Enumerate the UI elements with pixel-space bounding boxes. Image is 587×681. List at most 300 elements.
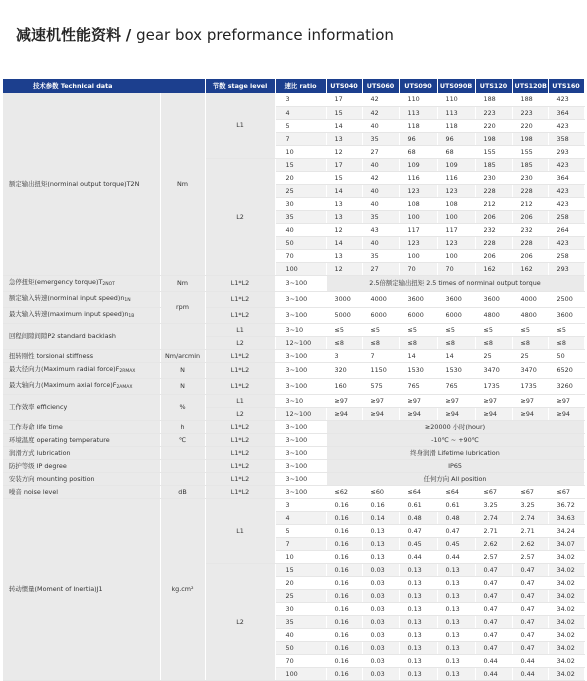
value-cell: 123 <box>399 236 437 249</box>
value-cell: 34.63 <box>548 511 584 524</box>
table-row <box>3 349 584 362</box>
value-cell: 116 <box>399 171 437 184</box>
param-label <box>3 323 160 349</box>
value-cell: 4000 <box>362 291 399 307</box>
header-model: UTS090 <box>399 79 437 93</box>
value-cell: 0.47 <box>475 641 512 654</box>
value-cell: 3470 <box>512 362 548 378</box>
value-cell: 0.16 <box>326 524 362 537</box>
value-cell: 35 <box>362 132 399 145</box>
value-cell: 0.13 <box>437 667 475 680</box>
value-cell: 0.48 <box>399 511 437 524</box>
value-cell: ≥94 <box>512 407 548 420</box>
title-en: gear box preformance information <box>136 26 394 44</box>
value-cell: ≤8 <box>437 336 475 349</box>
value-cell: 765 <box>399 378 437 394</box>
param-label <box>3 433 160 446</box>
unit-cell: dB <box>160 485 205 498</box>
value-cell: 765 <box>437 378 475 394</box>
header-model: UTS120 <box>475 79 512 93</box>
value-cell: 40 <box>362 197 399 210</box>
value-cell: 2.57 <box>512 550 548 563</box>
param-label <box>3 459 160 472</box>
value-cell: ≤5 <box>475 323 512 336</box>
param-label-subscript: 1N <box>124 297 131 303</box>
value-cell: ≤8 <box>512 336 548 349</box>
value-cell: 12 <box>326 145 362 158</box>
value-cell: 264 <box>548 223 584 236</box>
value-cell: 228 <box>475 236 512 249</box>
value-cell: 35 <box>362 249 399 262</box>
value-cell: 2.62 <box>512 537 548 550</box>
value-cell: 116 <box>437 171 475 184</box>
header-row <box>3 79 584 93</box>
value-cell: 0.44 <box>475 654 512 667</box>
param-label-text: 工作寿命 life time <box>9 422 63 431</box>
ratio-cell: 25 <box>275 589 326 602</box>
value-cell: ≤64 <box>399 485 437 498</box>
value-cell: 13 <box>326 249 362 262</box>
value-cell: 2.74 <box>512 511 548 524</box>
value-cell: 0.45 <box>437 537 475 550</box>
value-cell: ≤67 <box>475 485 512 498</box>
value-cell: 364 <box>548 171 584 184</box>
value-cell: 42 <box>362 93 399 106</box>
table-row <box>3 420 584 433</box>
ratio-cell: 25 <box>275 184 326 197</box>
param-label <box>3 446 160 459</box>
value-cell: 113 <box>399 106 437 119</box>
header-model: UTS120B <box>512 79 548 93</box>
ratio-cell: 3~100 <box>275 485 326 498</box>
value-cell: 17 <box>326 93 362 106</box>
value-cell: 0.44 <box>475 667 512 680</box>
value-cell: 17 <box>326 158 362 171</box>
ratio-cell: 3~100 <box>275 433 326 446</box>
value-cell: 40 <box>362 119 399 132</box>
value-cell: 423 <box>548 236 584 249</box>
value-cell: 160 <box>326 378 362 394</box>
param-label-text: 急停扭矩(emergency torque)T <box>9 277 103 286</box>
param-label-text: 扭转刚性 torsional stiffness <box>9 351 94 360</box>
value-cell: 0.61 <box>399 498 437 511</box>
value-cell: ≤67 <box>548 485 584 498</box>
stage-cell: L2 <box>205 563 275 680</box>
ratio-cell: 20 <box>275 171 326 184</box>
value-cell: 0.47 <box>475 602 512 615</box>
value-cell: 358 <box>548 132 584 145</box>
value-cell: 198 <box>512 132 548 145</box>
value-cell: 0.47 <box>512 576 548 589</box>
unit-cell: Nm <box>160 275 205 291</box>
value-cell: 185 <box>475 158 512 171</box>
param-label <box>3 362 160 378</box>
value-cell: 0.13 <box>399 563 437 576</box>
value-cell: 0.44 <box>512 667 548 680</box>
param-label-text: 最大径向力(Maximum radial force)F <box>9 364 120 373</box>
value-cell: 0.13 <box>399 641 437 654</box>
value-cell: 0.03 <box>362 654 399 667</box>
value-cell: 6520 <box>548 362 584 378</box>
value-cell: 70 <box>437 262 475 275</box>
value-cell: 1530 <box>399 362 437 378</box>
value-cell: ≤8 <box>475 336 512 349</box>
value-cell: ≥97 <box>512 394 548 407</box>
value-cell: 0.14 <box>362 511 399 524</box>
ratio-cell: 3~100 <box>275 291 326 307</box>
value-cell: 25 <box>512 349 548 362</box>
span-cell: -10℃ ~ +90℃ <box>326 433 584 446</box>
unit-cell: Nm/arcmin <box>160 349 205 362</box>
param-label-text: 转动惯量(Moment of Inertia)J1 <box>9 585 103 593</box>
param-label <box>3 485 160 498</box>
value-cell: 258 <box>548 210 584 223</box>
param-label <box>3 349 160 362</box>
value-cell: 110 <box>437 93 475 106</box>
table-row <box>3 378 584 394</box>
value-cell: 0.03 <box>362 563 399 576</box>
ratio-cell: 50 <box>275 236 326 249</box>
param-label-text: 安装方向 mounting position <box>9 474 95 483</box>
value-cell: 3600 <box>475 291 512 307</box>
value-cell: 0.13 <box>399 589 437 602</box>
value-cell: ≤8 <box>548 336 584 349</box>
value-cell: 230 <box>512 171 548 184</box>
ratio-cell: 15 <box>275 563 326 576</box>
value-cell: 0.44 <box>399 550 437 563</box>
value-cell: 0.47 <box>475 628 512 641</box>
value-cell: ≤60 <box>362 485 399 498</box>
value-cell: 34.02 <box>548 602 584 615</box>
value-cell: 423 <box>548 197 584 210</box>
value-cell: 162 <box>512 262 548 275</box>
stage-cell: L1*L2 <box>205 446 275 459</box>
value-cell: 258 <box>548 249 584 262</box>
ratio-cell: 7 <box>275 132 326 145</box>
ratio-cell: 5 <box>275 524 326 537</box>
unit-cell <box>160 472 205 485</box>
value-cell: 0.47 <box>399 524 437 537</box>
value-cell: 96 <box>399 132 437 145</box>
ratio-cell: 3~100 <box>275 459 326 472</box>
ratio-cell: 4 <box>275 511 326 524</box>
value-cell: 0.16 <box>326 589 362 602</box>
value-cell: 100 <box>399 249 437 262</box>
ratio-cell: 70 <box>275 654 326 667</box>
value-cell: 0.47 <box>512 628 548 641</box>
value-cell: 155 <box>512 145 548 158</box>
value-cell: 0.16 <box>326 615 362 628</box>
table-row <box>3 472 584 485</box>
param-label-text: 防护等级 IP degree <box>9 461 67 470</box>
ratio-cell: 3 <box>275 498 326 511</box>
stage-cell: L2 <box>205 158 275 275</box>
value-cell: 4000 <box>512 291 548 307</box>
value-cell: 34.02 <box>548 589 584 602</box>
value-cell: ≥97 <box>399 394 437 407</box>
value-cell: 212 <box>475 197 512 210</box>
value-cell: 123 <box>437 184 475 197</box>
value-cell: 118 <box>399 119 437 132</box>
ratio-cell: 3~100 <box>275 446 326 459</box>
stage-cell: L1 <box>205 323 275 336</box>
param-label <box>3 291 160 307</box>
value-cell: 3470 <box>475 362 512 378</box>
value-cell: 2.74 <box>475 511 512 524</box>
value-cell: 162 <box>475 262 512 275</box>
param-label-text: 环境温度 operating temperature <box>9 435 110 444</box>
param-label <box>3 472 160 485</box>
header-ratio: 速比 ratio <box>275 79 326 93</box>
ratio-cell: 3~100 <box>275 420 326 433</box>
value-cell: 206 <box>512 210 548 223</box>
value-cell: 0.16 <box>326 563 362 576</box>
ratio-cell: 3~100 <box>275 275 326 291</box>
value-cell: 0.16 <box>326 667 362 680</box>
value-cell: 0.13 <box>437 563 475 576</box>
value-cell: 3.25 <box>475 498 512 511</box>
value-cell: 0.47 <box>437 524 475 537</box>
value-cell: 0.47 <box>512 589 548 602</box>
value-cell: 13 <box>326 132 362 145</box>
value-cell: ≥94 <box>399 407 437 420</box>
stage-cell: L1*L2 <box>205 485 275 498</box>
value-cell: 0.16 <box>326 550 362 563</box>
value-cell: 0.13 <box>399 654 437 667</box>
ratio-cell: 3 <box>275 93 326 106</box>
stage-cell: L1*L2 <box>205 378 275 394</box>
table-row <box>3 459 584 472</box>
value-cell: 198 <box>475 132 512 145</box>
value-cell: 0.03 <box>362 628 399 641</box>
value-cell: 4800 <box>475 307 512 323</box>
ratio-cell: 4 <box>275 106 326 119</box>
value-cell: ≥97 <box>326 394 362 407</box>
value-cell: 40 <box>362 236 399 249</box>
value-cell: 0.03 <box>362 589 399 602</box>
stage-cell: L2 <box>205 336 275 349</box>
value-cell: 40 <box>362 158 399 171</box>
stage-cell: L1 <box>205 394 275 407</box>
value-cell: 0.13 <box>399 576 437 589</box>
table-row <box>3 323 584 336</box>
value-cell: 0.13 <box>437 576 475 589</box>
ratio-cell: 10 <box>275 145 326 158</box>
value-cell: 14 <box>326 236 362 249</box>
value-cell: 423 <box>548 119 584 132</box>
value-cell: ≤5 <box>512 323 548 336</box>
value-cell: 117 <box>399 223 437 236</box>
value-cell: 3600 <box>437 291 475 307</box>
value-cell: ≤8 <box>362 336 399 349</box>
value-cell: 3000 <box>326 291 362 307</box>
header-model: UTS040 <box>326 79 362 93</box>
value-cell: 188 <box>475 93 512 106</box>
stage-cell: L1 <box>205 498 275 563</box>
value-cell: 109 <box>437 158 475 171</box>
value-cell: 100 <box>437 249 475 262</box>
ratio-cell: 30 <box>275 197 326 210</box>
unit-cell: N <box>160 378 205 394</box>
value-cell: 0.13 <box>437 641 475 654</box>
value-cell: 1735 <box>475 378 512 394</box>
value-cell: 0.13 <box>437 628 475 641</box>
header-model: UTS090B <box>437 79 475 93</box>
value-cell: 96 <box>437 132 475 145</box>
value-cell: 110 <box>399 93 437 106</box>
table-row <box>3 394 584 407</box>
value-cell: 3260 <box>548 378 584 394</box>
ratio-cell: 3~10 <box>275 394 326 407</box>
value-cell: 109 <box>399 158 437 171</box>
param-label-text: 额定输出扭矩(norminal output torque)T2N <box>9 179 140 188</box>
value-cell: 3600 <box>399 291 437 307</box>
value-cell: 100 <box>399 210 437 223</box>
unit-cell: % <box>160 394 205 420</box>
param-label <box>3 378 160 394</box>
value-cell: ≤64 <box>437 485 475 498</box>
value-cell: 0.03 <box>362 615 399 628</box>
value-cell: 232 <box>475 223 512 236</box>
value-cell: 108 <box>399 197 437 210</box>
param-label-subscript: 2NOT <box>102 281 115 287</box>
param-label-subscript: 2AMAX <box>116 384 133 390</box>
value-cell: 0.16 <box>326 576 362 589</box>
stage-cell: L2 <box>205 407 275 420</box>
value-cell: 68 <box>399 145 437 158</box>
value-cell: 0.16 <box>326 628 362 641</box>
value-cell: 118 <box>437 119 475 132</box>
value-cell: 293 <box>548 145 584 158</box>
ratio-cell: 3~100 <box>275 349 326 362</box>
table-row <box>3 498 584 511</box>
value-cell: 108 <box>437 197 475 210</box>
table-row <box>3 275 584 291</box>
table-row <box>3 307 584 323</box>
value-cell: 13 <box>326 210 362 223</box>
value-cell: 43 <box>362 223 399 236</box>
param-label-subscript: 2RMAX <box>119 368 136 374</box>
value-cell: 2500 <box>548 291 584 307</box>
value-cell: 423 <box>548 93 584 106</box>
value-cell: 25 <box>475 349 512 362</box>
value-cell: 123 <box>437 236 475 249</box>
value-cell: 14 <box>326 119 362 132</box>
spec-table <box>3 79 585 681</box>
value-cell: 3600 <box>548 307 584 323</box>
value-cell: 0.44 <box>437 550 475 563</box>
value-cell: 100 <box>437 210 475 223</box>
param-label-text: 噪音 noise level <box>9 487 59 496</box>
unit-cell <box>160 459 205 472</box>
value-cell: ≥97 <box>437 394 475 407</box>
ratio-cell: 3~100 <box>275 378 326 394</box>
value-cell: 0.13 <box>437 615 475 628</box>
span-cell: 终身润滑 Lifetime lubrication <box>326 446 584 459</box>
value-cell: 14 <box>399 349 437 362</box>
span-cell: ≥20000 小时(hour) <box>326 420 584 433</box>
stage-cell: L1*L2 <box>205 275 275 291</box>
value-cell: 0.16 <box>326 641 362 654</box>
value-cell: 228 <box>475 184 512 197</box>
value-cell: 423 <box>548 184 584 197</box>
value-cell: 6000 <box>399 307 437 323</box>
param-label-text: 最大输入转速(maximum input speed)n <box>9 309 129 318</box>
value-cell: 113 <box>437 106 475 119</box>
unit-cell <box>160 446 205 459</box>
value-cell: 0.47 <box>475 563 512 576</box>
value-cell: 0.16 <box>326 498 362 511</box>
value-cell: ≥94 <box>437 407 475 420</box>
value-cell: 50 <box>548 349 584 362</box>
ratio-cell: 40 <box>275 223 326 236</box>
value-cell: 0.47 <box>512 615 548 628</box>
value-cell: ≥94 <box>475 407 512 420</box>
value-cell: 1530 <box>437 362 475 378</box>
value-cell: 206 <box>475 249 512 262</box>
value-cell: 12 <box>326 223 362 236</box>
unit-cell: Nm <box>160 93 205 275</box>
value-cell: 0.16 <box>326 537 362 550</box>
ratio-cell: 70 <box>275 249 326 262</box>
param-label <box>3 394 160 420</box>
unit-cell: rpm <box>160 291 205 323</box>
param-label-text: 回程间隙间隙P2 standard backlash <box>9 332 116 340</box>
value-cell: 0.47 <box>512 563 548 576</box>
header-model: UTS160 <box>548 79 584 93</box>
value-cell: 220 <box>512 119 548 132</box>
value-cell: 0.16 <box>326 602 362 615</box>
value-cell: 2.57 <box>475 550 512 563</box>
stage-cell: L1*L2 <box>205 420 275 433</box>
value-cell: ≤67 <box>512 485 548 498</box>
value-cell: 27 <box>362 145 399 158</box>
value-cell: 0.16 <box>326 511 362 524</box>
value-cell: 27 <box>362 262 399 275</box>
value-cell: 117 <box>437 223 475 236</box>
value-cell: 34.02 <box>548 654 584 667</box>
value-cell: 4800 <box>512 307 548 323</box>
value-cell: 34.02 <box>548 550 584 563</box>
value-cell: ≤5 <box>362 323 399 336</box>
value-cell: 2.62 <box>475 537 512 550</box>
ratio-cell: 3~100 <box>275 472 326 485</box>
value-cell: 0.13 <box>362 524 399 537</box>
value-cell: ≥97 <box>475 394 512 407</box>
param-label-subscript: 1B <box>128 313 135 319</box>
header-stage: 节数 stage level <box>205 79 275 93</box>
value-cell: 0.03 <box>362 641 399 654</box>
span-cell: 任何方向 All position <box>326 472 584 485</box>
value-cell: 123 <box>399 184 437 197</box>
stage-cell: L1*L2 <box>205 472 275 485</box>
table-row <box>3 362 584 378</box>
ratio-cell: 12~100 <box>275 336 326 349</box>
ratio-cell: 35 <box>275 210 326 223</box>
stage-cell: L1*L2 <box>205 433 275 446</box>
span-cell: 2.5倍额定输出扭矩 2.5 times of norminal output torque <box>326 275 584 291</box>
value-cell: 423 <box>548 158 584 171</box>
stage-cell: L1 <box>205 93 275 158</box>
value-cell: ≤5 <box>326 323 362 336</box>
param-label <box>3 498 160 680</box>
param-label <box>3 420 160 433</box>
stage-cell: L1*L2 <box>205 362 275 378</box>
value-cell: 155 <box>475 145 512 158</box>
ratio-cell: 20 <box>275 576 326 589</box>
value-cell: 34.02 <box>548 667 584 680</box>
param-label-text: 最大轴向力(Maximum axial force)F <box>9 380 117 389</box>
